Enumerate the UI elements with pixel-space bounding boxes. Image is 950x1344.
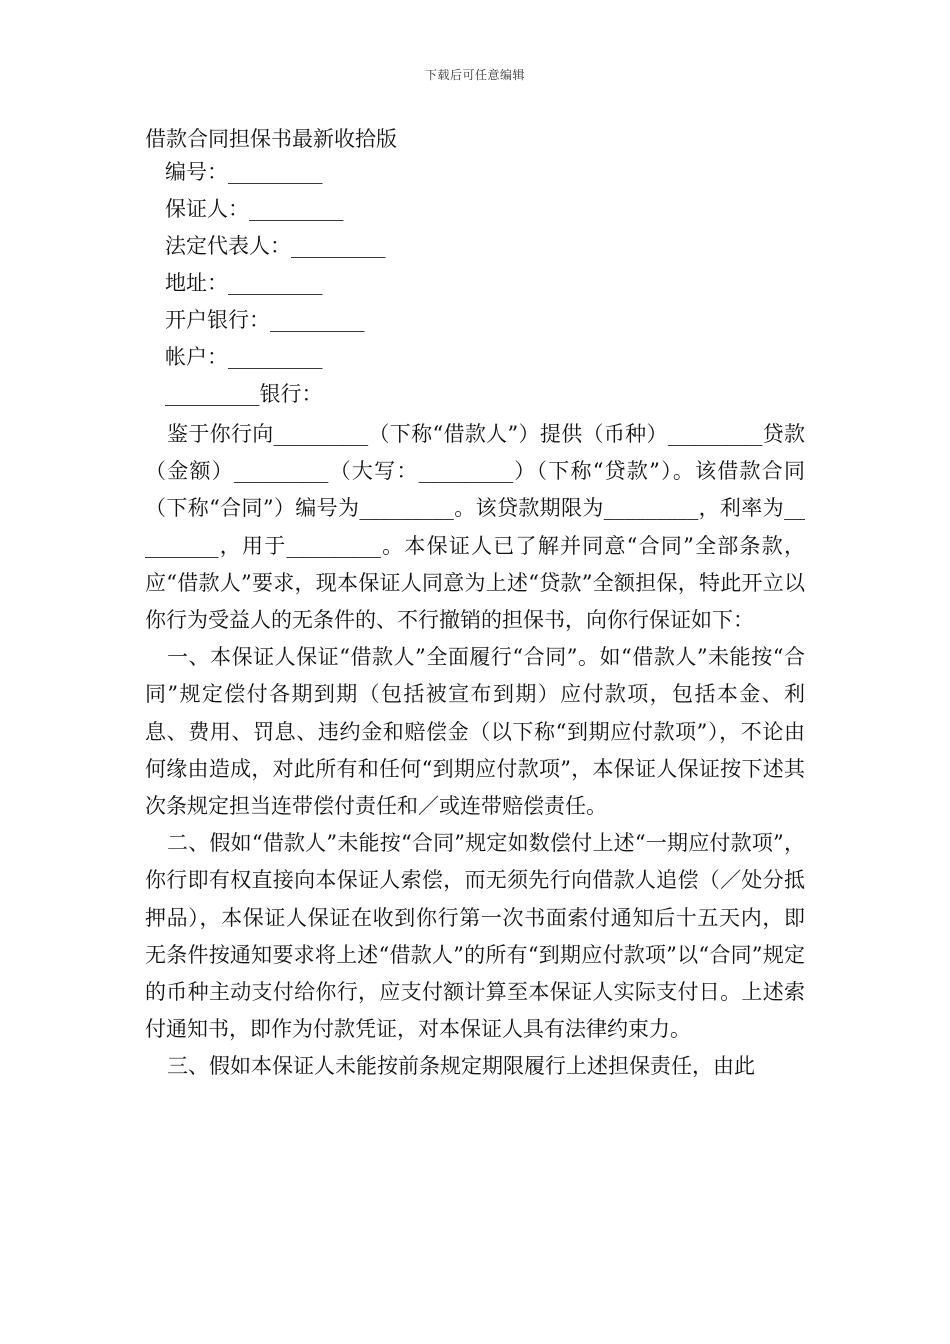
field-address: 地址：_________	[165, 271, 323, 295]
field-account: 帐户：_________	[165, 345, 323, 369]
paragraph-clause-2: 二、假如“借款人”未能按“合同”规定如数偿付上述“一期应付款项”，你行即有权直接向本保证人索偿，而无须先行向借款人追偿（／处分抵押品），本保证人保证在收到你行第一次书面索付通知后十五天内，即无条件按通知要求将上述“借款人”的所有“到期应付款项”以“合同”规定的币种主动支付给你行，应支付额计算至本保证人实际支付日。上述索付通知书，即作为付款凭证，对本保证人具有法律约束力。	[145, 831, 805, 1042]
document-body	[145, 416, 805, 1086]
paragraph-preamble: 鉴于你行向_________（下称“借款人”）提供（币种）_________贷款（金额）_________（大写：_________）（下称“贷款”）。该借款合同（下称“合同”）编号为_________。该贷款期限为_________，利率为_________，用于_________。本保证人已了解并同意“合同”全部条款，应“借款人”要求，现本保证人同意为上述“贷款”全额担保，特此开立以你行为受益人的无条件的、不行撤销的担保书，向你行保证如下：	[145, 422, 805, 633]
document-title: 借款合同担保书最新收拾版	[145, 127, 397, 151]
field-serial-number: 编号：_________	[165, 160, 323, 184]
field-legal-representative: 法定代表人：_________	[165, 234, 386, 258]
field-guarantor: 保证人：_________	[165, 197, 344, 221]
field-opening-bank: 开户银行：_________	[165, 308, 365, 332]
paragraph-clause-1: 一、本保证人保证“借款人”全面履行“合同”。如“借款人”未能按“合同”规定偿付各期到期（包括被宣布到期）应付款项，包括本金、利息、费用、罚息、违约金和赔偿金（以下称“到期应付款项”），不论由何缘由造成，对此所有和任何“到期应付款项”，本保证人保证按下述其次条规定担当连带偿付责任和／或连带赔偿责任。	[145, 645, 805, 819]
paragraph-clause-3: 三、假如本保证人未能按前条规定期限履行上述担保责任，由此	[167, 1054, 755, 1079]
field-addressee-bank: _________银行：	[165, 382, 323, 406]
page-header: 下载后可任意编辑	[424, 68, 525, 82]
